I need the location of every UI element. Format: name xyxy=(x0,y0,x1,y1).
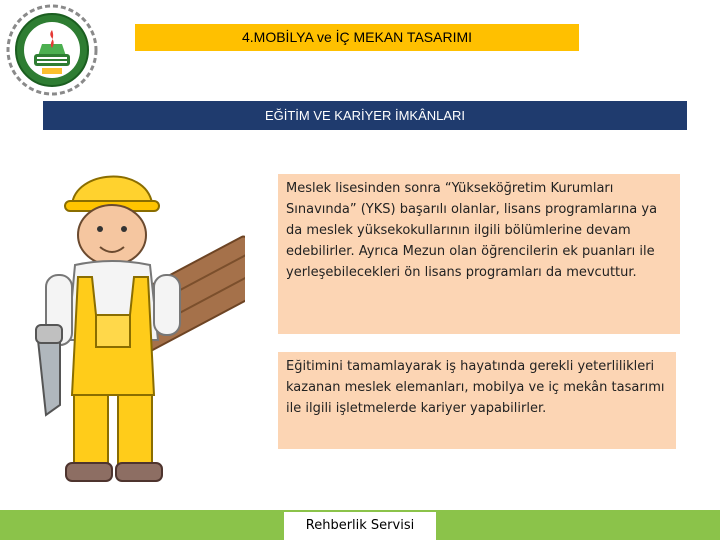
school-emblem-icon xyxy=(6,4,98,96)
carpenter-worker-icon xyxy=(30,165,245,495)
career-info-paragraph: Meslek lisesinden sonra “Yükseköğretim Kurumları Sınavında” (YKS) başarılı olanlar, lisans programlarına ya da meslek yüksekokullarının ilgili bölümlerine devam edebilirler. Ayrıca Mezun olan öğrencilerin ek puanları ile yerleşebilecekleri ön lisans programları da mevcuttur. xyxy=(278,174,680,334)
footer-label: Rehberlik Servisi xyxy=(284,512,436,540)
career-opportunities-paragraph: Eğitimini tamamlayarak iş hayatında gerekli yeterlilikleri kazanan meslek elemanları, mobilya ve iç mekân tasarımı ile ilgili işletmelerde kariyer yapabilirler. xyxy=(278,352,676,449)
section-heading: EĞİTİM VE KARİYER İMKÂNLARI xyxy=(43,101,687,130)
page-title: 4.MOBİLYA ve İÇ MEKAN TASARIMI xyxy=(135,24,579,51)
footer-bar xyxy=(0,510,720,540)
